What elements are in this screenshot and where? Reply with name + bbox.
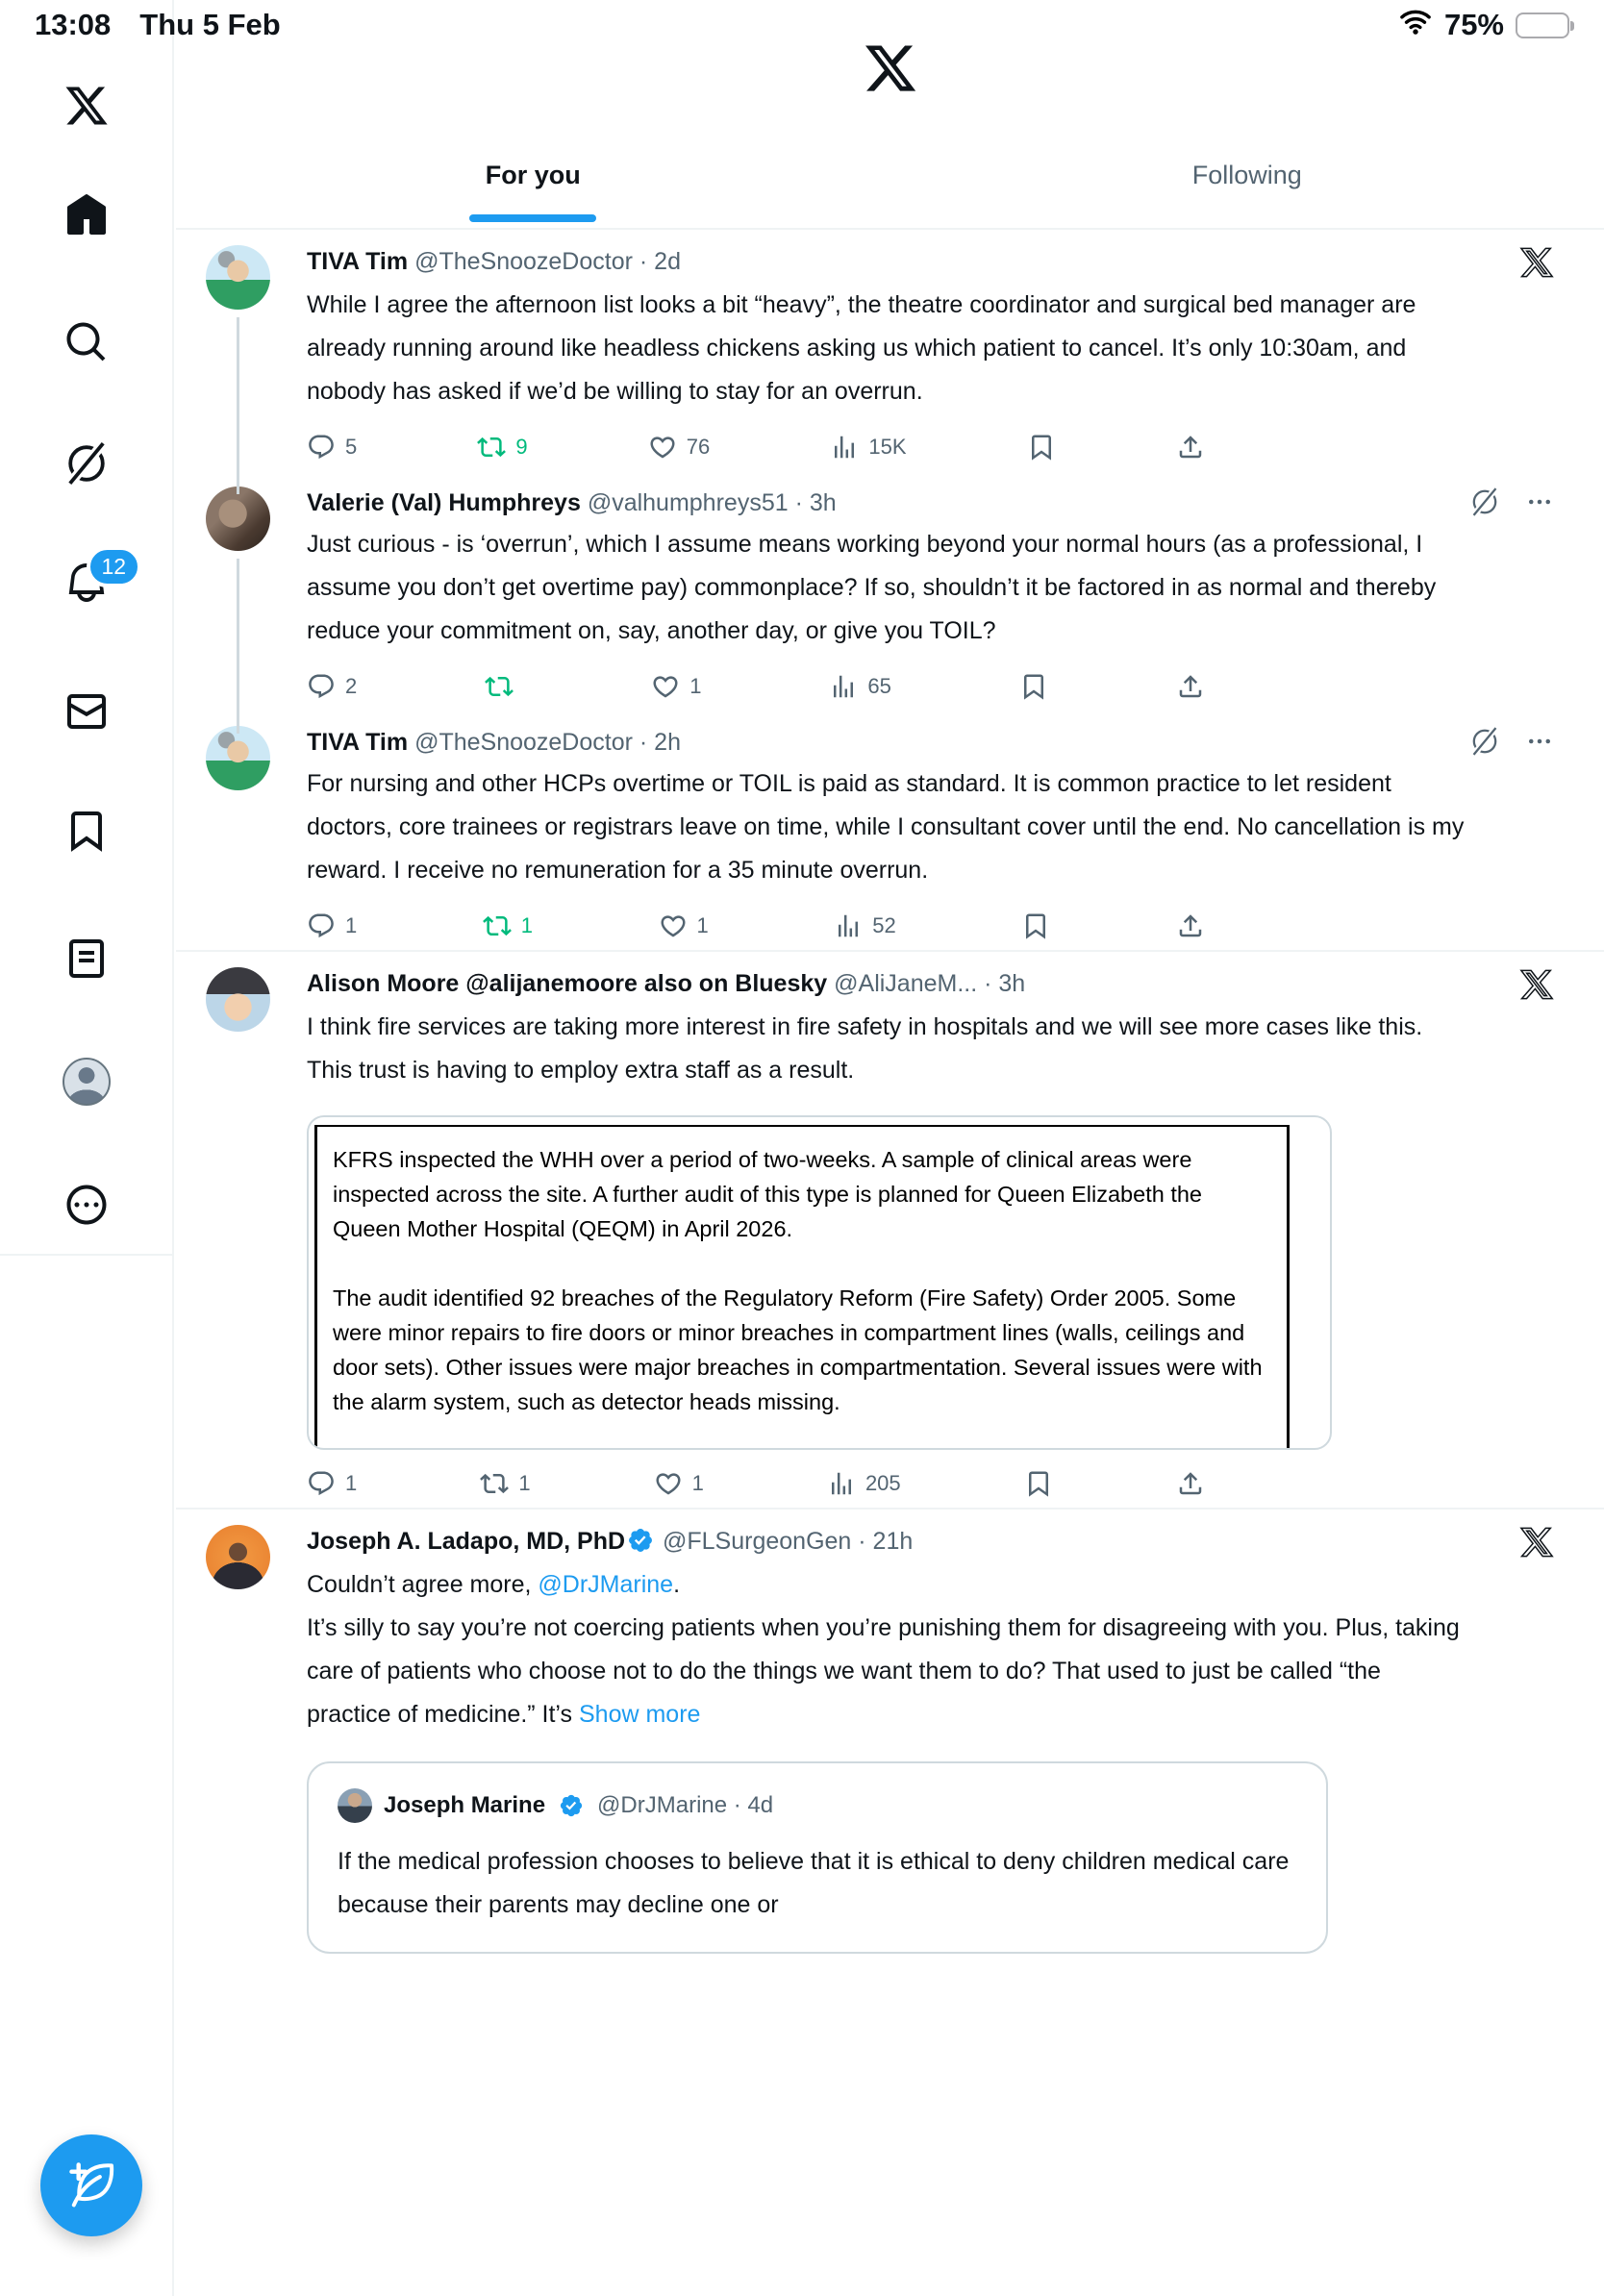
wifi-icon bbox=[1398, 7, 1433, 43]
tweet-text: While I agree the afternoon list looks a bit “heavy”, the theatre coordinator and surgical bed manager are already running around like headless chickens asking us which patient to cancel. It’s only 10:30am, and nobody has asked if we’d be willing to stay for an overrun. bbox=[307, 291, 1416, 405]
reply-count: 5 bbox=[345, 435, 358, 459]
tweet-text: Just curious - is ‘overrun’, which I assume means working beyond your normal hours (as a professional, I assume you don’t get overtime pay) commonplace? If so, shouldn’t it be factored in as normal and thereby reduce your commitment on, say, another day, or give you TOIL? bbox=[307, 531, 1437, 644]
views-count: 65 bbox=[867, 674, 891, 698]
retweet-count: 1 bbox=[518, 1471, 531, 1495]
retweet-button[interactable] bbox=[480, 1469, 530, 1498]
avatar[interactable] bbox=[206, 1525, 270, 1589]
retweet-count: 1 bbox=[520, 913, 534, 937]
retweet-count: 9 bbox=[515, 435, 528, 459]
document-paragraph: The audit identified 92 breaches of the Regulatory Reform (Fire Safety) Order 2005. Some were minor repairs to fire doors or minor breaches in compartment lines (walls, ceilings and door sets). Other issues were major breaches in compartmentation. Several issues were with the alarm system, such as detector heads missing. bbox=[333, 1285, 1263, 1414]
sidebar-item-messages[interactable] bbox=[62, 688, 112, 738]
sidebar-divider bbox=[0, 1254, 172, 1256]
reply-button[interactable] bbox=[307, 672, 357, 701]
sidebar-item-lists[interactable] bbox=[62, 936, 112, 986]
bookmark-icon bbox=[1024, 1469, 1053, 1498]
like-count: 76 bbox=[686, 435, 711, 459]
share-icon bbox=[1176, 1469, 1205, 1498]
views-button[interactable] bbox=[829, 672, 890, 701]
views-button[interactable] bbox=[830, 433, 906, 462]
avatar[interactable] bbox=[206, 487, 270, 551]
avatar[interactable] bbox=[206, 967, 270, 1032]
sidebar bbox=[0, 0, 174, 2296]
share-button[interactable] bbox=[1176, 433, 1205, 462]
avatar[interactable] bbox=[338, 1788, 372, 1823]
active-tab-underline bbox=[469, 214, 596, 222]
reply-count: 1 bbox=[345, 913, 358, 937]
like-button[interactable] bbox=[659, 911, 709, 940]
views-count: 52 bbox=[872, 913, 896, 937]
tab-following[interactable] bbox=[890, 122, 1604, 228]
battery-percent: 75% bbox=[1443, 8, 1504, 41]
retweet-icon bbox=[483, 911, 512, 940]
tweet-meta: @TheSnoozeDoctor · 2h bbox=[414, 729, 681, 756]
verified-badge-icon bbox=[627, 1527, 654, 1554]
sidebar-item-notifications[interactable] bbox=[62, 554, 127, 610]
sidebar-item-home[interactable] bbox=[62, 192, 112, 242]
search-icon bbox=[63, 319, 110, 370]
clock-label: 13:08 bbox=[35, 8, 112, 41]
tweet-meta: @TheSnoozeDoctor · 2d bbox=[414, 248, 681, 275]
reply-count: 1 bbox=[345, 1471, 358, 1495]
tweet-stats bbox=[307, 433, 1205, 462]
tweet[interactable] bbox=[176, 711, 1604, 950]
display-name[interactable]: Joseph A. Ladapo, MD, PhD bbox=[307, 1528, 626, 1555]
corner-x-logo-icon[interactable] bbox=[1519, 967, 1554, 1002]
grok-icon[interactable] bbox=[1469, 726, 1500, 757]
retweet-icon bbox=[485, 672, 514, 701]
compose-feather-icon bbox=[64, 2158, 118, 2214]
tweet-meta: @DrJMarine · 4d bbox=[597, 1792, 774, 1818]
tweet-text: I think fire services are taking more interest in fire safety in hospitals and we will see more cases like this. This trust is having to employ extra staff as a result. bbox=[307, 1013, 1423, 1084]
tab-for-you-label: For you bbox=[485, 160, 581, 189]
views-icon bbox=[827, 1469, 856, 1498]
views-count: 205 bbox=[865, 1471, 901, 1495]
x-logo-icon bbox=[63, 83, 110, 134]
bookmark-icon bbox=[1019, 672, 1048, 701]
views-icon bbox=[834, 911, 863, 940]
like-count: 1 bbox=[689, 674, 702, 698]
envelope-icon bbox=[63, 688, 110, 739]
verified-badge-icon bbox=[559, 1793, 584, 1818]
heart-icon bbox=[651, 672, 680, 701]
corner-x-logo-icon[interactable] bbox=[1519, 1525, 1554, 1560]
retweet-button[interactable] bbox=[485, 672, 523, 701]
display-name[interactable]: TIVA Tim bbox=[307, 248, 409, 275]
reply-icon bbox=[307, 433, 336, 462]
sidebar-item-bookmarks[interactable] bbox=[62, 808, 112, 858]
bookmark-button[interactable] bbox=[1024, 1469, 1053, 1498]
heart-icon bbox=[659, 911, 688, 940]
views-icon bbox=[830, 433, 859, 462]
more-circle-icon bbox=[63, 1182, 110, 1233]
bookmark-button[interactable] bbox=[1027, 433, 1056, 462]
document-paragraph: KFRS inspected the WHH over a period of two-weeks. A sample of clinical areas were inspected across the site. A further audit of this type is planned for Queen Elizabeth the Queen Mother Hospital (QEQM) in April 2026. bbox=[333, 1147, 1202, 1241]
avatar-column bbox=[206, 487, 270, 701]
lists-icon bbox=[63, 936, 110, 986]
share-button[interactable] bbox=[1176, 911, 1205, 940]
quote-text: If the medical profession chooses to believe that it is ethical to deny children medical care because their parents may decline one or bbox=[338, 1848, 1290, 1918]
views-button[interactable] bbox=[834, 911, 895, 940]
tweet-meta: @AliJaneM... · 3h bbox=[834, 970, 1026, 997]
reply-button[interactable] bbox=[307, 911, 357, 940]
like-button[interactable] bbox=[651, 672, 701, 701]
feed-tabs bbox=[176, 122, 1604, 228]
tweet[interactable] bbox=[176, 1510, 1604, 1963]
display-name[interactable]: TIVA Tim bbox=[307, 729, 409, 756]
views-count: 15K bbox=[868, 435, 907, 459]
more-icon[interactable] bbox=[1525, 727, 1554, 756]
reply-button[interactable] bbox=[307, 433, 357, 462]
header-x-logo-icon[interactable] bbox=[863, 40, 918, 101]
document-screenshot bbox=[314, 1125, 1290, 1448]
home-icon bbox=[63, 192, 110, 243]
avatar[interactable] bbox=[206, 245, 270, 310]
tab-following-label: Following bbox=[1191, 160, 1302, 189]
bookmark-button[interactable] bbox=[1019, 672, 1048, 701]
tab-for-you[interactable] bbox=[176, 122, 890, 228]
retweet-button[interactable] bbox=[477, 433, 527, 462]
more-icon[interactable] bbox=[1525, 487, 1554, 516]
battery-icon bbox=[1516, 12, 1569, 38]
like-count: 1 bbox=[691, 1471, 704, 1495]
avatar-column bbox=[206, 967, 270, 1498]
reply-button[interactable] bbox=[307, 1469, 357, 1498]
timeline bbox=[176, 0, 1604, 1963]
date-label: Thu 5 Feb bbox=[139, 8, 281, 41]
tweet[interactable] bbox=[176, 952, 1604, 1508]
tweet-text: For nursing and other HCPs overtime or TOIL is paid as standard. It is common practice to let resident doctors, core trainees or registrars leave on time, while I consultant cover until the end. No cancellation is my reward. I receive no remuneration for a 35 minute overrun. bbox=[307, 770, 1465, 884]
tweet-stats bbox=[307, 672, 1205, 701]
embedded-image[interactable] bbox=[307, 1115, 1332, 1450]
corner-x-logo-icon[interactable] bbox=[1519, 245, 1554, 280]
notifications-badge: 12 bbox=[87, 546, 142, 587]
display-name[interactable]: Joseph Marine bbox=[384, 1792, 546, 1818]
profile-avatar-icon bbox=[63, 1058, 111, 1106]
heart-icon bbox=[648, 433, 677, 462]
display-name[interactable]: Valerie (Val) Humphreys bbox=[307, 489, 581, 516]
sidebar-x-logo[interactable] bbox=[62, 83, 112, 133]
tweet[interactable] bbox=[176, 471, 1604, 711]
bookmark-icon bbox=[63, 808, 110, 859]
display-name[interactable]: Alison Moore @alijanemoore also on Bluesky bbox=[307, 970, 828, 997]
status-bar bbox=[0, 0, 1604, 44]
bookmark-icon bbox=[1027, 433, 1056, 462]
like-button[interactable] bbox=[648, 433, 710, 462]
avatar-column bbox=[206, 1525, 270, 1954]
grok-icon bbox=[63, 440, 110, 491]
quote-tweet[interactable] bbox=[307, 1761, 1328, 1954]
sidebar-item-search[interactable] bbox=[62, 319, 112, 369]
tweet-meta: @valhumphreys51 · 3h bbox=[587, 489, 837, 516]
retweet-button[interactable] bbox=[483, 911, 533, 940]
tweet-feed bbox=[176, 230, 1604, 1963]
share-button[interactable] bbox=[1176, 672, 1205, 701]
like-count: 1 bbox=[696, 913, 709, 937]
inline-link[interactable]: Show more bbox=[578, 1701, 701, 1728]
grok-icon[interactable] bbox=[1469, 487, 1500, 517]
tweet-text: Couldn’t agree more, @DrJMarine. It’s silly to say you’re not coercing patients when you’re punishing them for disagreeing with you. Plus, taking care of patients who choose not to do the things we want them to do? That used to just be called “the practice of medicine.” It’s Show more bbox=[307, 1571, 1460, 1728]
reply-icon bbox=[307, 672, 336, 701]
reply-icon bbox=[307, 1469, 336, 1498]
tweet[interactable] bbox=[176, 230, 1604, 471]
tweet-stats bbox=[307, 911, 1205, 940]
compose-button[interactable] bbox=[40, 2134, 142, 2236]
retweet-icon bbox=[477, 433, 506, 462]
sidebar-item-grok[interactable] bbox=[62, 440, 112, 490]
reply-icon bbox=[307, 911, 336, 940]
avatar-column bbox=[206, 245, 270, 462]
bookmark-icon bbox=[1021, 911, 1050, 940]
avatar[interactable] bbox=[206, 726, 270, 790]
heart-icon bbox=[654, 1469, 683, 1498]
retweet-icon bbox=[480, 1469, 509, 1498]
sidebar-item-profile[interactable] bbox=[62, 1057, 112, 1107]
bookmark-button[interactable] bbox=[1021, 911, 1050, 940]
share-icon bbox=[1176, 433, 1205, 462]
views-icon bbox=[829, 672, 858, 701]
share-icon bbox=[1176, 911, 1205, 940]
views-button[interactable] bbox=[827, 1469, 901, 1498]
inline-link[interactable]: @DrJMarine bbox=[538, 1571, 674, 1598]
reply-count: 2 bbox=[345, 674, 358, 698]
avatar-column bbox=[206, 726, 270, 940]
share-button[interactable] bbox=[1176, 1469, 1205, 1498]
tweet-stats bbox=[307, 1469, 1205, 1498]
tweet-meta: @FLSurgeonGen · 21h bbox=[663, 1528, 914, 1555]
share-icon bbox=[1176, 672, 1205, 701]
sidebar-item-more[interactable] bbox=[62, 1182, 112, 1232]
like-button[interactable] bbox=[654, 1469, 704, 1498]
